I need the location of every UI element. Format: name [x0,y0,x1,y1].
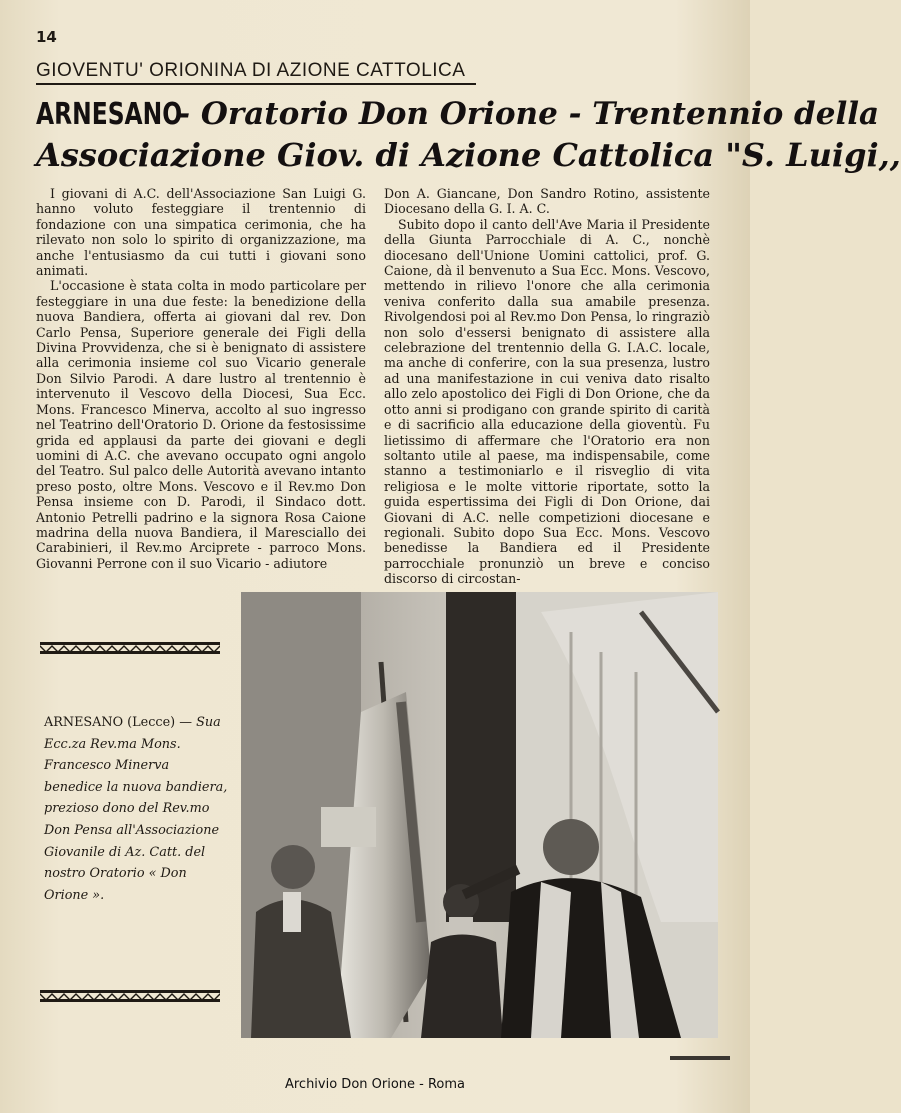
title-script-2: Associazione Giov. di Azione Cattolica "S. Luigi,, [36,136,901,174]
paragraph: L'occasione è stata colta in modo particolare per festeggiare in una due feste: la benedizione della nuova Bandiera, offerta ai giovani dal rev. Don Carlo Pensa, Superiore generale dei Figli della Divina Provvidenza, che si è benignato di assistere alla cerimonia insieme col suo Vicario generale Don Silvio Parodi. A dare lustro al trentennio è intervenuto il Vescovo della Diocesi, Sua Ecc. Mons. Francesco Minerva, accolto al suo ingresso nel Teatrino dell'Oratorio D. Orione da festosissime grida ed applausi da parte dei giovani e degli uomini di A.C. che avevano occupato ogni angolo del Teatro. Sul palco delle Autorità avevano intanto preso posto, oltre Mons. Vescovo e il Rev.mo Don Pensa insieme con D. Parodi, il Sindaco dott. Antonio Petrelli padrino e la signora Rosa Caione madrina della nuova Bandiera, il Maresciallo dei Carabinieri, il Rev.mo Arciprete - parroco Mons. Giovanni Perrone con il suo Vicario - adiutore [36,278,366,571]
title-town: ARNESANO [36,97,183,132]
paragraph: Subito dopo il canto dell'Ave Maria il Presidente della Giunta Parrocchiale di A. C., nonchè diocesano dell'Unione Uomini cattolici, prof. G. Caione, dà il benvenuto a Sua Ecc. Mons. Vescovo, mettendo in rilievo l'onore che alla cerimonia veniva conferito dalla sua amabile presenza. Rivolgendosi poi al Rev.mo Don Pensa, lo ringraziò non solo d'essersi benignato di assistere alla celebrazione del trentennio della G. I.A.C. locale, ma anche di conferire, con la sua presenza, lustro ad una manifestazione in cui veniva dato risalto allo zelo apostolico dei Figli di Don Orione, che da otto anni si prodigano con grande spirito di carità e di sacrificio alla educazione della gioventù. Fu lietissimo di affermare che l'Oratorio era non soltanto utile al paese, ma indispensabile, come stanno a testimoniarlo e il risveglio di vita religiosa e le molte vittorie riportate, sotto la guida espertissima dei Figli di Don Orione, dai Giovani di A.C. nelle competizioni diocesane e regionali. Subito dopo Sua Ecc. Mons. Vescovo benedisse la Bandiera ed il Presidente parrocchiale pronunziò un breve e conciso discorso di circostan- [384,216,710,587]
ornament-divider-icon [40,638,220,658]
article-column-left [36,186,366,571]
ceremony-photo [241,592,718,1038]
ornament-divider-icon [40,986,220,1006]
caption-place: ARNESANO (Lecce) — [44,715,193,730]
photo-caption [44,712,228,906]
paragraph: I giovani di A.C. dell'Associazione San Luigi G. hanno voluto festeggiare il trentennio di fondazione con una simpatica cerimonia, che ha rilevato non solo lo spirito di organizzazione, ma anche l'entusiasmo da cui tutti i giovani sono animati. [36,186,366,279]
page-number: 14 [36,28,57,46]
article-title-line-1 [36,96,879,132]
caption-text: Sua Ecc.za Rev.ma Mons. Francesco Minerva benedice la nuova bandiera, prezioso dono del Rev.mo Don Pensa all'Associazione Giovanile di Az. Catt. del nostro Oratorio « Don Orione ». [44,715,228,903]
section-header: GIOVENTU' ORIONINA DI AZIONE CATTOLICA [36,60,476,85]
paragraph: Don A. Giancane, Don Sandro Rotino, assistente Diocesano della G. I. A. C. [384,186,710,217]
archive-footer: Archivio Don Orione - Roma [284,1077,466,1092]
title-script-1: - Oratorio Don Orione - Trentennio della [177,96,880,132]
printer-mark-icon [670,1053,730,1063]
article-title-line-2 [36,136,901,174]
article-column-right [384,186,710,587]
